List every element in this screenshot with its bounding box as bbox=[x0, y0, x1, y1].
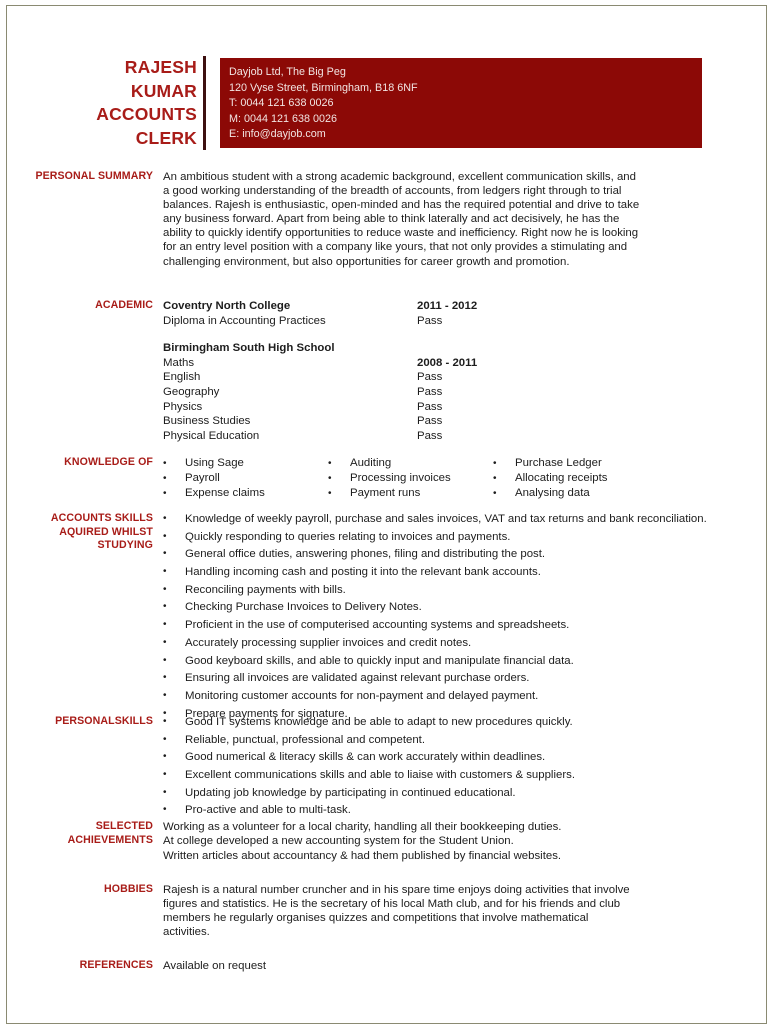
bullet-icon: • bbox=[163, 786, 167, 798]
section-body-academic bbox=[163, 299, 716, 443]
section-label-line: AQUIRED WHILST bbox=[59, 525, 153, 538]
bullet-icon: • bbox=[163, 473, 167, 485]
subject-result: Pass bbox=[417, 385, 443, 398]
contact-email[interactable]: E: info@dayjob.com bbox=[229, 128, 326, 141]
list-item bbox=[163, 618, 716, 632]
skill-text: Checking Purchase Invoices to Delivery Notes. bbox=[185, 601, 422, 614]
knowledge-label: Processing invoices bbox=[350, 472, 451, 485]
contact-company: Dayjob Ltd, The Big Peg bbox=[229, 66, 346, 78]
bullet-icon: • bbox=[328, 458, 332, 469]
bullet-icon: • bbox=[328, 488, 332, 500]
section-knowledge-of bbox=[6, 456, 716, 502]
skill-text: Excellent communications skills and able to liaise with customers & suppliers. bbox=[185, 769, 575, 782]
skill-text: Good keyboard skills, and able to quickly input and manipulate financial data. bbox=[185, 654, 574, 667]
bullet-icon: • bbox=[163, 601, 167, 613]
name-line-1: RAJESH bbox=[124, 57, 197, 77]
skill-text: Reliable, punctual, professional and competent. bbox=[185, 733, 425, 746]
institution-period: 2011 - 2012 bbox=[417, 300, 478, 312]
subject-name: Physical Education bbox=[163, 429, 260, 442]
bullet-icon: • bbox=[163, 804, 167, 816]
bullet-icon: • bbox=[493, 473, 497, 485]
section-personal-summary bbox=[6, 170, 716, 269]
section-label-references: REFERENCES bbox=[79, 959, 153, 971]
list-item bbox=[163, 547, 716, 561]
list-item bbox=[163, 750, 716, 764]
academic-subject-row bbox=[163, 314, 716, 329]
bullet-icon: • bbox=[163, 769, 167, 781]
subject-name: Geography bbox=[163, 385, 220, 398]
skill-text: Good numerical & literacy skills & can work accurately within deadlines. bbox=[185, 751, 546, 764]
bullet-icon: • bbox=[163, 716, 167, 727]
bullet-icon: • bbox=[493, 458, 497, 469]
institution-name: Birmingham South High School bbox=[163, 342, 335, 355]
skill-text: Reconciling payments with bills. bbox=[185, 583, 346, 596]
bullet-icon: • bbox=[163, 530, 167, 542]
list-item bbox=[163, 486, 328, 501]
bullet-icon: • bbox=[163, 707, 167, 719]
bullet-icon: • bbox=[163, 654, 167, 666]
list-item bbox=[163, 456, 328, 471]
knowledge-label: Payment runs bbox=[350, 487, 421, 500]
knowledge-label: Auditing bbox=[350, 457, 392, 469]
contact-details-box bbox=[220, 58, 702, 148]
list-item bbox=[163, 654, 716, 668]
skill-text: General office duties, answering phones, filing and distributing the post. bbox=[185, 548, 546, 561]
section-academic bbox=[6, 299, 716, 443]
hobbies-text: Rajesh is a natural number cruncher and in his spare time enjoys doing activities that involve figures and statistics. He is the secretary of his local Math club, and for his friends and club members he regularly organises quizzes and competitions that involve mathematical activities. bbox=[163, 884, 630, 939]
academic-subject-row bbox=[163, 385, 716, 400]
contact-mobile: M: 0044 121 638 0026 bbox=[229, 112, 338, 125]
bullet-icon: • bbox=[163, 619, 167, 631]
skill-text: Good IT systems knowledge and be able to adapt to new procedures quickly. bbox=[185, 716, 573, 728]
academic-institution-row bbox=[163, 341, 716, 356]
list-item bbox=[163, 671, 716, 685]
section-label-knowledge-of: KNOWLEDGE OF bbox=[64, 456, 153, 468]
bullet-icon: • bbox=[163, 636, 167, 648]
bullet-icon: • bbox=[163, 689, 167, 701]
bullet-icon: • bbox=[163, 513, 167, 524]
skill-text: Handling incoming cash and posting it into the relevant bank accounts. bbox=[185, 566, 541, 579]
section-label-personal-summary: PERSONAL SUMMARY bbox=[35, 170, 153, 182]
name-line-2: KUMAR bbox=[130, 80, 197, 101]
subject-name: English bbox=[163, 371, 201, 384]
list-item bbox=[493, 456, 658, 471]
list-item bbox=[493, 486, 658, 501]
skill-text: Proficient in the use of computerised accounting systems and spreadsheets. bbox=[185, 619, 570, 632]
academic-subject-row bbox=[163, 414, 716, 429]
subject-result: Pass bbox=[417, 400, 443, 413]
academic-entry bbox=[163, 341, 716, 443]
section-label-personal-skills: PERSONALSKILLS bbox=[55, 715, 153, 727]
achievement-line: Working as a volunteer for a local charity, handling all their bookkeeping duties. bbox=[163, 821, 562, 833]
academic-subject-row bbox=[163, 370, 716, 385]
knowledge-label: Using Sage bbox=[185, 457, 244, 469]
section-label-accounts-skills bbox=[6, 512, 163, 724]
list-item bbox=[163, 803, 716, 817]
skill-text: Ensuring all invoices are validated against relevant purchase orders. bbox=[185, 672, 530, 685]
subject-name: Business Studies bbox=[163, 415, 251, 428]
subject-name: Maths bbox=[163, 356, 195, 369]
personal-summary-text: An ambitious student with a strong academic background, excellent communication skills, and a good working understanding of the breadth of accounts, from ledgers right through to trial balances. Rajesh is enthusiastic, open-minded and has the required potential and drive to take any business forward. Apart from being able to think laterally and act decisively, he has the ability to quickly identify opportunities to reduce waste and inefficiency. Right now he is looking for an entry level position with a company like yours, that not only provides a stimulating and challenging environment, but also opportunities for career growth and promotion. bbox=[163, 171, 640, 268]
bullet-icon: • bbox=[163, 751, 167, 763]
knowledge-label: Purchase Ledger bbox=[515, 457, 602, 469]
list-item bbox=[163, 786, 716, 800]
knowledge-columns bbox=[163, 456, 716, 502]
contact-address: 120 Vyse Street, Birmingham, B18 6NF bbox=[229, 81, 418, 94]
list-item bbox=[163, 733, 716, 747]
knowledge-label: Analysing data bbox=[515, 487, 590, 500]
list-item bbox=[328, 486, 493, 501]
section-label-line: SELECTED bbox=[95, 820, 153, 832]
section-body-selected-achievements bbox=[163, 820, 716, 863]
academic-spacer bbox=[163, 328, 716, 341]
knowledge-column bbox=[493, 456, 658, 502]
list-item bbox=[163, 715, 716, 729]
list-item bbox=[328, 471, 493, 486]
section-hobbies bbox=[6, 883, 716, 939]
list-item bbox=[163, 512, 716, 526]
section-label-selected-achievements bbox=[6, 820, 163, 863]
section-body-personal-summary bbox=[163, 170, 716, 269]
bullet-icon: • bbox=[163, 672, 167, 684]
section-label-line: ACHIEVEMENTS bbox=[67, 833, 153, 846]
achievement-line: Written articles about accountancy & had them published by financial websites. bbox=[163, 849, 562, 862]
section-label-hobbies: HOBBIES bbox=[104, 883, 153, 895]
skill-text: Prepare payments for signature. bbox=[185, 707, 348, 720]
subject-result: Pass bbox=[417, 314, 443, 327]
resume-header bbox=[88, 56, 702, 150]
skill-text: Accurately processing supplier invoices and credit notes. bbox=[185, 636, 472, 649]
job-title-line-2: CLERK bbox=[135, 127, 197, 148]
subject-name: Physics bbox=[163, 400, 203, 413]
subject-name: Diploma in Accounting Practices bbox=[163, 314, 326, 327]
institution-period bbox=[417, 341, 547, 356]
bullet-icon: • bbox=[328, 473, 332, 485]
job-title-line-1: ACCOUNTS bbox=[96, 104, 197, 124]
list-item bbox=[163, 768, 716, 782]
subject-result: Pass bbox=[417, 415, 443, 428]
academic-subject-row bbox=[163, 356, 716, 371]
bullet-icon: • bbox=[163, 458, 167, 469]
subject-result: Pass bbox=[417, 429, 443, 442]
section-references bbox=[6, 959, 716, 973]
references-text: Available on request bbox=[163, 960, 267, 972]
section-body-references bbox=[163, 959, 716, 973]
section-accounts-skills bbox=[6, 512, 716, 724]
section-body-hobbies bbox=[163, 883, 716, 939]
knowledge-label: Allocating receipts bbox=[515, 472, 608, 485]
section-body-personal-skills bbox=[163, 715, 716, 821]
list-item bbox=[328, 456, 493, 471]
institution-name: Coventry North College bbox=[163, 300, 291, 312]
section-body-knowledge-of bbox=[163, 456, 716, 502]
achievement-line: At college developed a new accounting system for the Student Union. bbox=[163, 835, 514, 848]
subject-result: Pass bbox=[417, 371, 443, 384]
academic-subject-row bbox=[163, 400, 716, 415]
academic-entry bbox=[163, 299, 716, 328]
knowledge-column bbox=[163, 456, 328, 502]
section-personal-skills bbox=[6, 715, 716, 821]
bullet-icon: • bbox=[163, 566, 167, 578]
list-item bbox=[163, 565, 716, 579]
skill-text: Pro-active and able to multi-task. bbox=[185, 804, 351, 817]
knowledge-label: Payroll bbox=[185, 472, 220, 485]
contact-telephone: T: 0044 121 638 0026 bbox=[229, 97, 334, 110]
list-item bbox=[163, 689, 716, 703]
bullet-icon: • bbox=[163, 548, 167, 560]
section-body-accounts-skills bbox=[163, 512, 716, 724]
skill-text: Updating job knowledge by participating in continued educational. bbox=[185, 786, 516, 799]
section-label-academic: ACADEMIC bbox=[95, 299, 153, 311]
bullet-icon: • bbox=[163, 733, 167, 745]
bullet-icon: • bbox=[493, 488, 497, 500]
academic-institution-row bbox=[163, 299, 716, 314]
bullet-icon: • bbox=[163, 488, 167, 500]
subject-result: 2008 - 2011 bbox=[417, 356, 478, 369]
knowledge-label: Expense claims bbox=[185, 487, 265, 500]
list-item bbox=[163, 530, 716, 544]
skill-text: Monitoring customer accounts for non-payment and delayed payment. bbox=[185, 689, 539, 702]
skill-text: Knowledge of weekly payroll, purchase and sales invoices, VAT and tax returns and bank reconciliation. bbox=[185, 513, 707, 525]
bullet-icon: • bbox=[163, 583, 167, 595]
candidate-name-block bbox=[88, 56, 206, 150]
list-item bbox=[493, 471, 658, 486]
list-item bbox=[163, 636, 716, 650]
section-selected-achievements bbox=[6, 820, 716, 863]
section-label-line: STUDYING bbox=[97, 539, 153, 552]
list-item bbox=[163, 471, 328, 486]
skill-text: Quickly responding to queries relating to invoices and payments. bbox=[185, 530, 511, 543]
knowledge-column bbox=[328, 456, 493, 502]
academic-subject-row bbox=[163, 429, 716, 444]
list-item bbox=[163, 600, 716, 614]
section-label-line: ACCOUNTS SKILLS bbox=[50, 512, 153, 524]
list-item bbox=[163, 583, 716, 597]
